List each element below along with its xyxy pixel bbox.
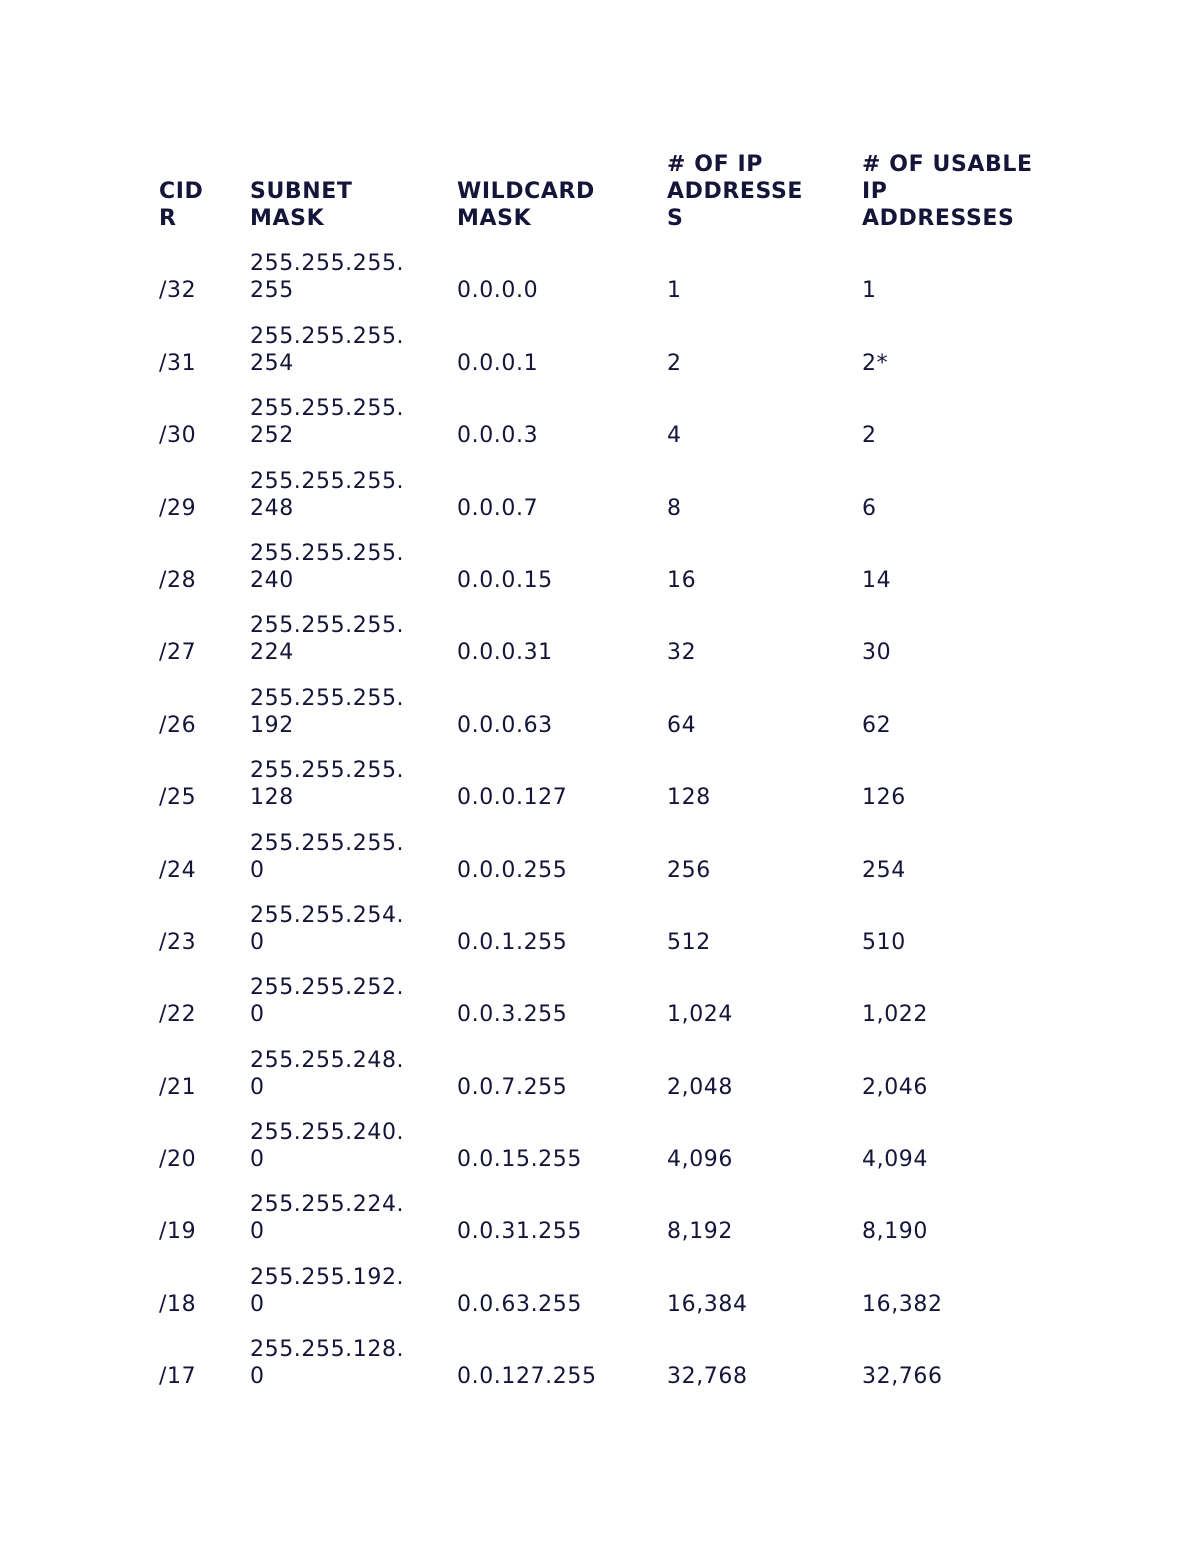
cell-usable-ip-count: 62 (862, 712, 892, 738)
table-row (159, 449, 1062, 521)
cell-ip-address-count: 8 (667, 495, 682, 521)
cell-subnet-mask: 255.255.192. 0 (250, 1264, 405, 1317)
cell-ip-address-count: 128 (667, 785, 711, 811)
table-body (159, 232, 1062, 1390)
cell-usable-ip-count: 16,382 (862, 1291, 943, 1317)
cell-cidr: /20 (159, 1147, 197, 1173)
cell-usable-ip-count: 126 (862, 785, 906, 811)
cell-usable-ip-count: 8,190 (862, 1219, 928, 1245)
cell-wildcard-mask: 0.0.31.255 (457, 1219, 582, 1245)
cell-wildcard-mask: 0.0.7.255 (457, 1074, 568, 1100)
cell-subnet-mask: 255.255.240. 0 (250, 1120, 405, 1173)
cell-subnet-mask: 255.255.224. 0 (250, 1192, 405, 1245)
cell-wildcard-mask: 0.0.0.0 (457, 278, 539, 304)
table-row (159, 739, 1062, 811)
cell-ip-address-count: 4,096 (667, 1147, 733, 1173)
cell-cidr: /24 (159, 857, 197, 883)
cell-subnet-mask: 255.255.255. 240 (250, 540, 405, 593)
table-row (159, 1028, 1062, 1100)
cell-usable-ip-count: 32,766 (862, 1364, 943, 1390)
cell-subnet-mask: 255.255.255. 248 (250, 468, 405, 521)
table-row (159, 1101, 1062, 1173)
table-row (159, 594, 1062, 666)
cell-usable-ip-count: 510 (862, 929, 906, 955)
table-row (159, 304, 1062, 376)
cell-ip-address-count: 4 (667, 423, 682, 449)
cell-cidr: /28 (159, 567, 197, 593)
table-row (159, 377, 1062, 449)
cell-usable-ip-count: 30 (862, 640, 892, 666)
cell-usable-ip-count: 1 (862, 278, 877, 304)
cell-ip-address-count: 512 (667, 929, 711, 955)
header-usable-ip-count: # OF USABLE IP ADDRESSES (862, 152, 1033, 231)
table-row (159, 666, 1062, 738)
cell-ip-address-count: 16 (667, 567, 697, 593)
table-row (159, 1173, 1062, 1245)
cell-wildcard-mask: 0.0.0.3 (457, 423, 539, 449)
cell-subnet-mask: 255.255.254. 0 (250, 902, 405, 955)
cell-ip-address-count: 1 (667, 278, 682, 304)
cell-subnet-mask: 255.255.248. 0 (250, 1047, 405, 1100)
cell-wildcard-mask: 0.0.0.7 (457, 495, 539, 521)
cell-cidr: /21 (159, 1074, 197, 1100)
cell-subnet-mask: 255.255.255. 254 (250, 323, 405, 376)
cell-cidr: /22 (159, 1002, 197, 1028)
table-row (159, 1318, 1062, 1390)
cell-subnet-mask: 255.255.255. 128 (250, 758, 405, 811)
cell-ip-address-count: 32 (667, 640, 697, 666)
cell-wildcard-mask: 0.0.0.63 (457, 712, 553, 738)
cell-subnet-mask: 255.255.255. 255 (250, 251, 405, 304)
cell-wildcard-mask: 0.0.0.255 (457, 857, 568, 883)
header-cidr: CID R (159, 179, 204, 231)
table-row (159, 522, 1062, 594)
cell-ip-address-count: 32,768 (667, 1364, 748, 1390)
cell-wildcard-mask: 0.0.0.31 (457, 640, 553, 666)
cell-wildcard-mask: 0.0.63.255 (457, 1291, 582, 1317)
cell-subnet-mask: 255.255.255. 252 (250, 396, 405, 449)
cell-usable-ip-count: 6 (862, 495, 877, 521)
cell-ip-address-count: 1,024 (667, 1002, 733, 1028)
cell-cidr: /17 (159, 1364, 197, 1390)
cidr-subnet-table (159, 150, 1062, 1390)
cell-usable-ip-count: 1,022 (862, 1002, 928, 1028)
cell-ip-address-count: 64 (667, 712, 697, 738)
cell-cidr: /31 (159, 350, 197, 376)
cell-cidr: /18 (159, 1291, 197, 1317)
cell-usable-ip-count: 4,094 (862, 1147, 928, 1173)
cell-usable-ip-count: 254 (862, 857, 906, 883)
cell-cidr: /19 (159, 1219, 197, 1245)
cell-subnet-mask: 255.255.255. 192 (250, 685, 405, 738)
cell-cidr: /25 (159, 785, 197, 811)
header-subnet-mask: SUBNET MASK (250, 179, 353, 231)
cell-cidr: /26 (159, 712, 197, 738)
cell-cidr: /30 (159, 423, 197, 449)
cell-ip-address-count: 2 (667, 350, 682, 376)
cell-wildcard-mask: 0.0.0.15 (457, 567, 553, 593)
cell-subnet-mask: 255.255.128. 0 (250, 1337, 405, 1390)
table-header-row (159, 150, 1062, 232)
table-row (159, 956, 1062, 1028)
cell-cidr: /32 (159, 278, 197, 304)
table-row (159, 1245, 1062, 1317)
header-wildcard-mask: WILDCARD MASK (457, 179, 595, 231)
cell-usable-ip-count: 2* (862, 350, 889, 376)
cell-wildcard-mask: 0.0.3.255 (457, 1002, 568, 1028)
cell-ip-address-count: 8,192 (667, 1219, 733, 1245)
cell-cidr: /27 (159, 640, 197, 666)
cell-ip-address-count: 256 (667, 857, 711, 883)
table-row (159, 884, 1062, 956)
cell-subnet-mask: 255.255.252. 0 (250, 975, 405, 1028)
table-row (159, 232, 1062, 304)
cell-usable-ip-count: 2 (862, 423, 877, 449)
table-row (159, 811, 1062, 883)
cell-wildcard-mask: 0.0.1.255 (457, 929, 568, 955)
cell-usable-ip-count: 2,046 (862, 1074, 928, 1100)
cell-wildcard-mask: 0.0.15.255 (457, 1147, 582, 1173)
cell-wildcard-mask: 0.0.0.1 (457, 350, 539, 376)
cell-wildcard-mask: 0.0.127.255 (457, 1364, 597, 1390)
cell-cidr: /29 (159, 495, 197, 521)
cell-ip-address-count: 2,048 (667, 1074, 733, 1100)
header-ip-address-count: # OF IP ADDRESSE S (667, 152, 804, 231)
cell-wildcard-mask: 0.0.0.127 (457, 785, 568, 811)
cell-subnet-mask: 255.255.255. 224 (250, 613, 405, 666)
cell-usable-ip-count: 14 (862, 567, 892, 593)
cell-cidr: /23 (159, 929, 197, 955)
cell-ip-address-count: 16,384 (667, 1291, 748, 1317)
cell-subnet-mask: 255.255.255. 0 (250, 830, 405, 883)
